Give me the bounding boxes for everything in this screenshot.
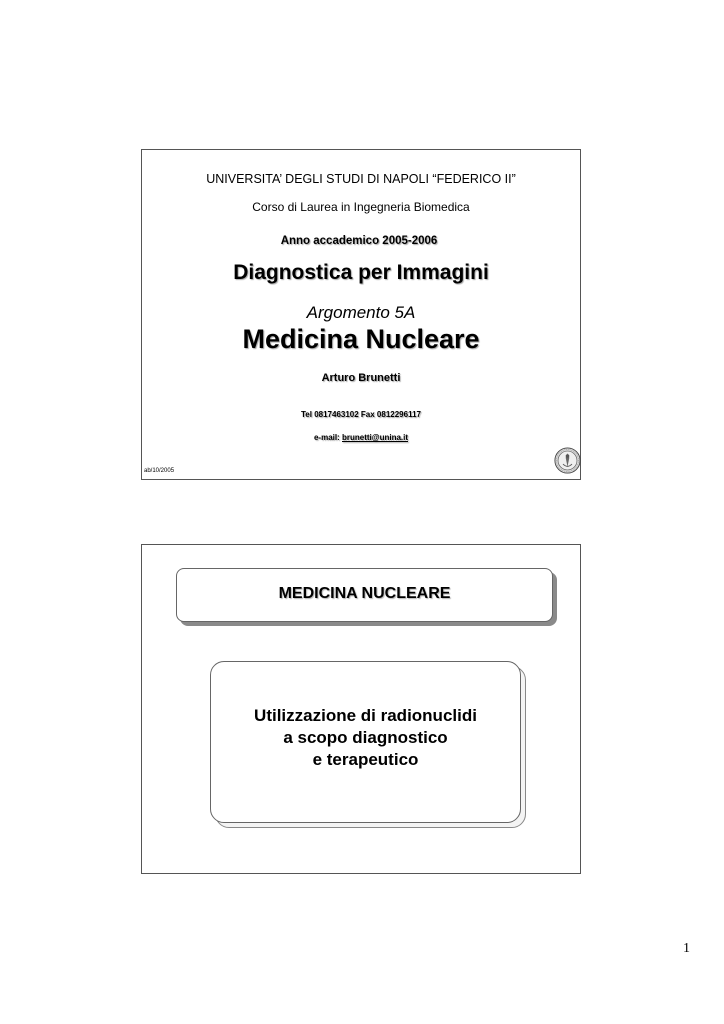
academic-year: Anno accademico 2005-2006: [280, 235, 438, 247]
university-seal-icon: [554, 447, 581, 474]
content-line-1: Utilizzazione di radionuclidi: [254, 706, 477, 725]
slide-title: MEDICINA NUCLEARE: [278, 585, 451, 602]
email-link[interactable]: brunetti@unina.it: [342, 433, 409, 442]
course-title: Diagnostica per Immagini: [233, 261, 489, 284]
phone-fax: Tel 0817463102 Fax 0812296117: [301, 410, 421, 419]
slide-title-box: [176, 568, 553, 622]
email-label: e-mail:: [313, 433, 342, 442]
slide-2: [141, 544, 581, 874]
footer-date: ab/10/2005: [144, 468, 175, 474]
author-name: Arturo Brunetti: [321, 372, 401, 384]
topic-title: Medicina Nucleare: [242, 324, 480, 354]
slide-1: [141, 149, 581, 480]
page-number: 1: [683, 941, 690, 956]
topic-number: Argomento 5A: [306, 303, 416, 322]
university-name: UNIVERSITA’ DEGLI STUDI DI NAPOLI “FEDERICO II”: [206, 172, 516, 186]
content-line-3: e terapeutico: [312, 750, 419, 769]
degree-course: Corso di Laurea in Ingegneria Biomedica: [252, 200, 470, 214]
content-line-2: a scopo diagnostico: [283, 728, 448, 747]
email-line: [142, 433, 580, 442]
content-box: [210, 661, 521, 823]
